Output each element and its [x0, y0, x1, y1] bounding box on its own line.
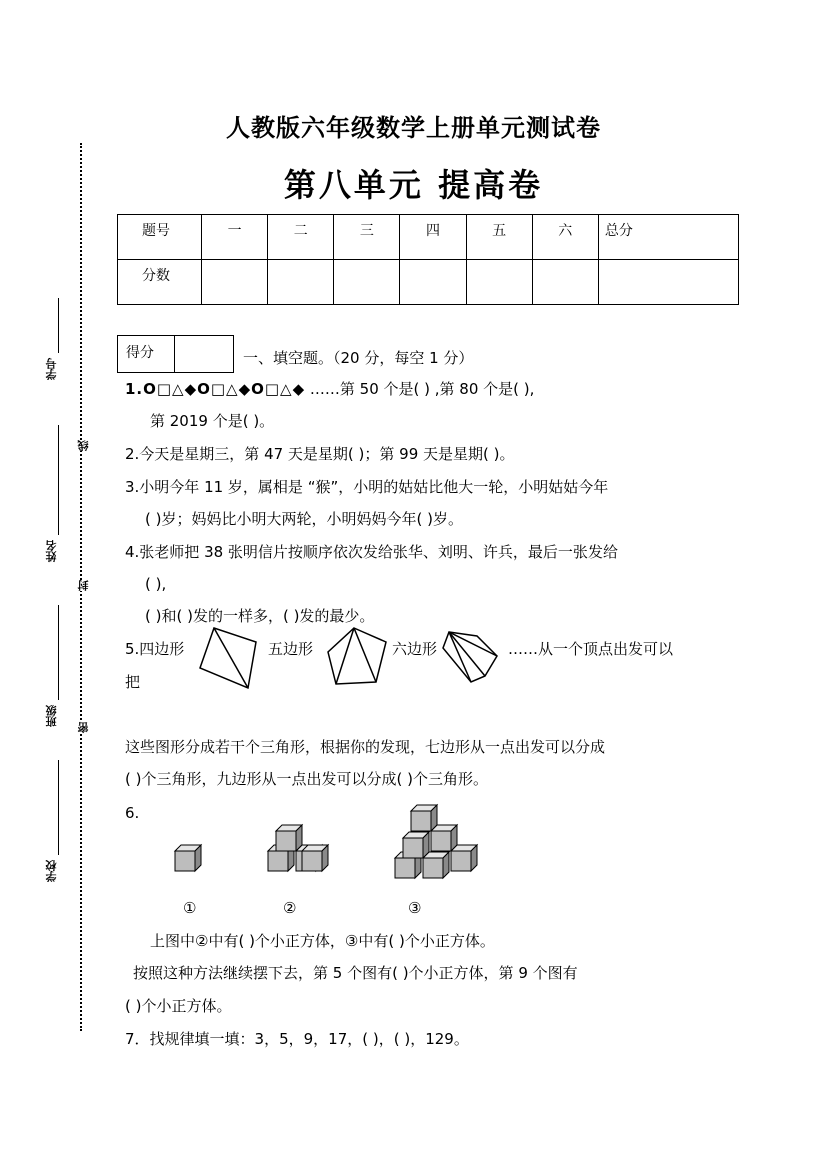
question-4-line-1: 4.张老师把 38 张明信片按顺序依次发给张华、刘明、许兵，最后一张发给 — [125, 543, 618, 561]
seal-mark-secret: 密 — [77, 722, 90, 733]
cube — [175, 845, 201, 871]
name-line — [58, 425, 59, 535]
question-1-line-2: 第 2019 个是( )。 — [150, 412, 275, 430]
score-entry-cell[interactable] — [466, 260, 532, 305]
question-6-line-3: ( )个小正方体。 — [125, 997, 232, 1015]
score-entry-cell[interactable] — [532, 260, 598, 305]
class-line — [58, 605, 59, 700]
figure-label-1: ① — [183, 899, 197, 917]
question-4-line-2: ( ), — [145, 575, 167, 593]
section-score-label: 得分 — [118, 336, 175, 372]
student-id-line — [58, 298, 59, 353]
score-table-cell: 分数 — [118, 260, 202, 305]
cube — [403, 832, 429, 858]
question-7: 7．找规律填一填：3，5，9，17，( )，( )，129。 — [125, 1030, 469, 1048]
q5-hexagon-label: 六边形 — [392, 640, 438, 658]
question-6-number: 6. — [125, 804, 140, 822]
name-label: 姓名 — [45, 540, 58, 562]
page-subtitle: 第八单元 提高卷 — [283, 166, 544, 204]
quadrilateral-figure — [198, 626, 258, 690]
question-3-line-1: 3.小明今年 11 岁，属相是 “猴”，小明的姑姑比他大一轮，小明姑姑今年 — [125, 478, 609, 496]
question-3-line-2: ( )岁；妈妈比小明大两轮，小明妈妈今年( )岁。 — [145, 510, 463, 528]
score-table-cell: 二 — [268, 215, 334, 260]
student-id-label: 学号 — [45, 358, 58, 380]
score-entry-cell[interactable] — [202, 260, 268, 305]
score-table-cell: 三 — [334, 215, 400, 260]
cube — [431, 825, 457, 851]
question-5-line-2: 这些图形分成若干个三角形，根据你的发现，七边形从一点出发可以分成 — [125, 738, 606, 756]
score-table-header-row — [118, 215, 739, 260]
score-entry-cell[interactable] — [334, 260, 400, 305]
score-table-cell: 四 — [400, 215, 466, 260]
score-table-cell: 题号 — [118, 215, 202, 260]
cube-stack-figures — [160, 790, 500, 890]
cube — [276, 825, 302, 851]
hexagon-figure — [441, 630, 501, 684]
question-2: 2.今天是星期三，第 47 天是星期( )；第 99 天是星期( )。 — [125, 445, 515, 463]
score-entry-cell[interactable] — [268, 260, 334, 305]
score-entry-cell[interactable] — [400, 260, 466, 305]
score-table — [117, 214, 739, 305]
question-1-line-1 — [125, 379, 534, 399]
seal-mark-line: 线 — [77, 440, 90, 451]
question-6-line-1: 上图中②中有( )个小正方体，③中有( )个小正方体。 — [150, 932, 495, 950]
score-table-cell: 一 — [202, 215, 268, 260]
cube — [451, 845, 477, 871]
score-table-score-row — [118, 260, 739, 305]
score-entry-cell[interactable] — [598, 260, 738, 305]
score-table-cell: 五 — [466, 215, 532, 260]
pentagon-figure — [326, 626, 390, 686]
q1-shape-sequence: 1.O□△◆O□△◆O□△◆ — [125, 380, 306, 398]
cube — [302, 845, 328, 871]
seal-mark-seal: 封 — [77, 580, 90, 591]
q5-pentagon-label: 五边形 — [268, 640, 314, 658]
school-label: 学校 — [45, 860, 58, 882]
q5-ba: 把 — [125, 673, 141, 691]
question-4-line-3: ( )和( )发的一样多，( )发的最少。 — [145, 607, 375, 625]
cube — [411, 805, 437, 831]
score-table-cell: 六 — [532, 215, 598, 260]
school-line — [58, 760, 59, 855]
q1-text: ……第 50 个是( ) ,第 80 个是( ), — [305, 380, 535, 398]
cube — [423, 852, 449, 878]
figure-label-2: ② — [283, 899, 297, 917]
section-heading: 一、填空题。（20 分，每空 1 分） — [243, 349, 474, 367]
figure-label-3: ③ — [408, 899, 422, 917]
q5-tail-text: ……从一个顶点出发可以 — [508, 640, 674, 658]
question-6-line-2: 按照这种方法继续摆下去，第 5 个图有( )个小正方体，第 9 个图有 — [133, 964, 578, 982]
question-5-line-3: ( )个三角形，九边形从一点出发可以分成( )个三角形。 — [125, 770, 488, 788]
class-label: 班级 — [45, 705, 58, 727]
page-title: 人教版六年级数学上册单元测试卷 — [226, 113, 601, 142]
q5-quadrilateral-label: 5.四边形 — [125, 640, 185, 658]
section-score-box — [117, 335, 234, 373]
score-table-cell: 总分 — [598, 215, 738, 260]
